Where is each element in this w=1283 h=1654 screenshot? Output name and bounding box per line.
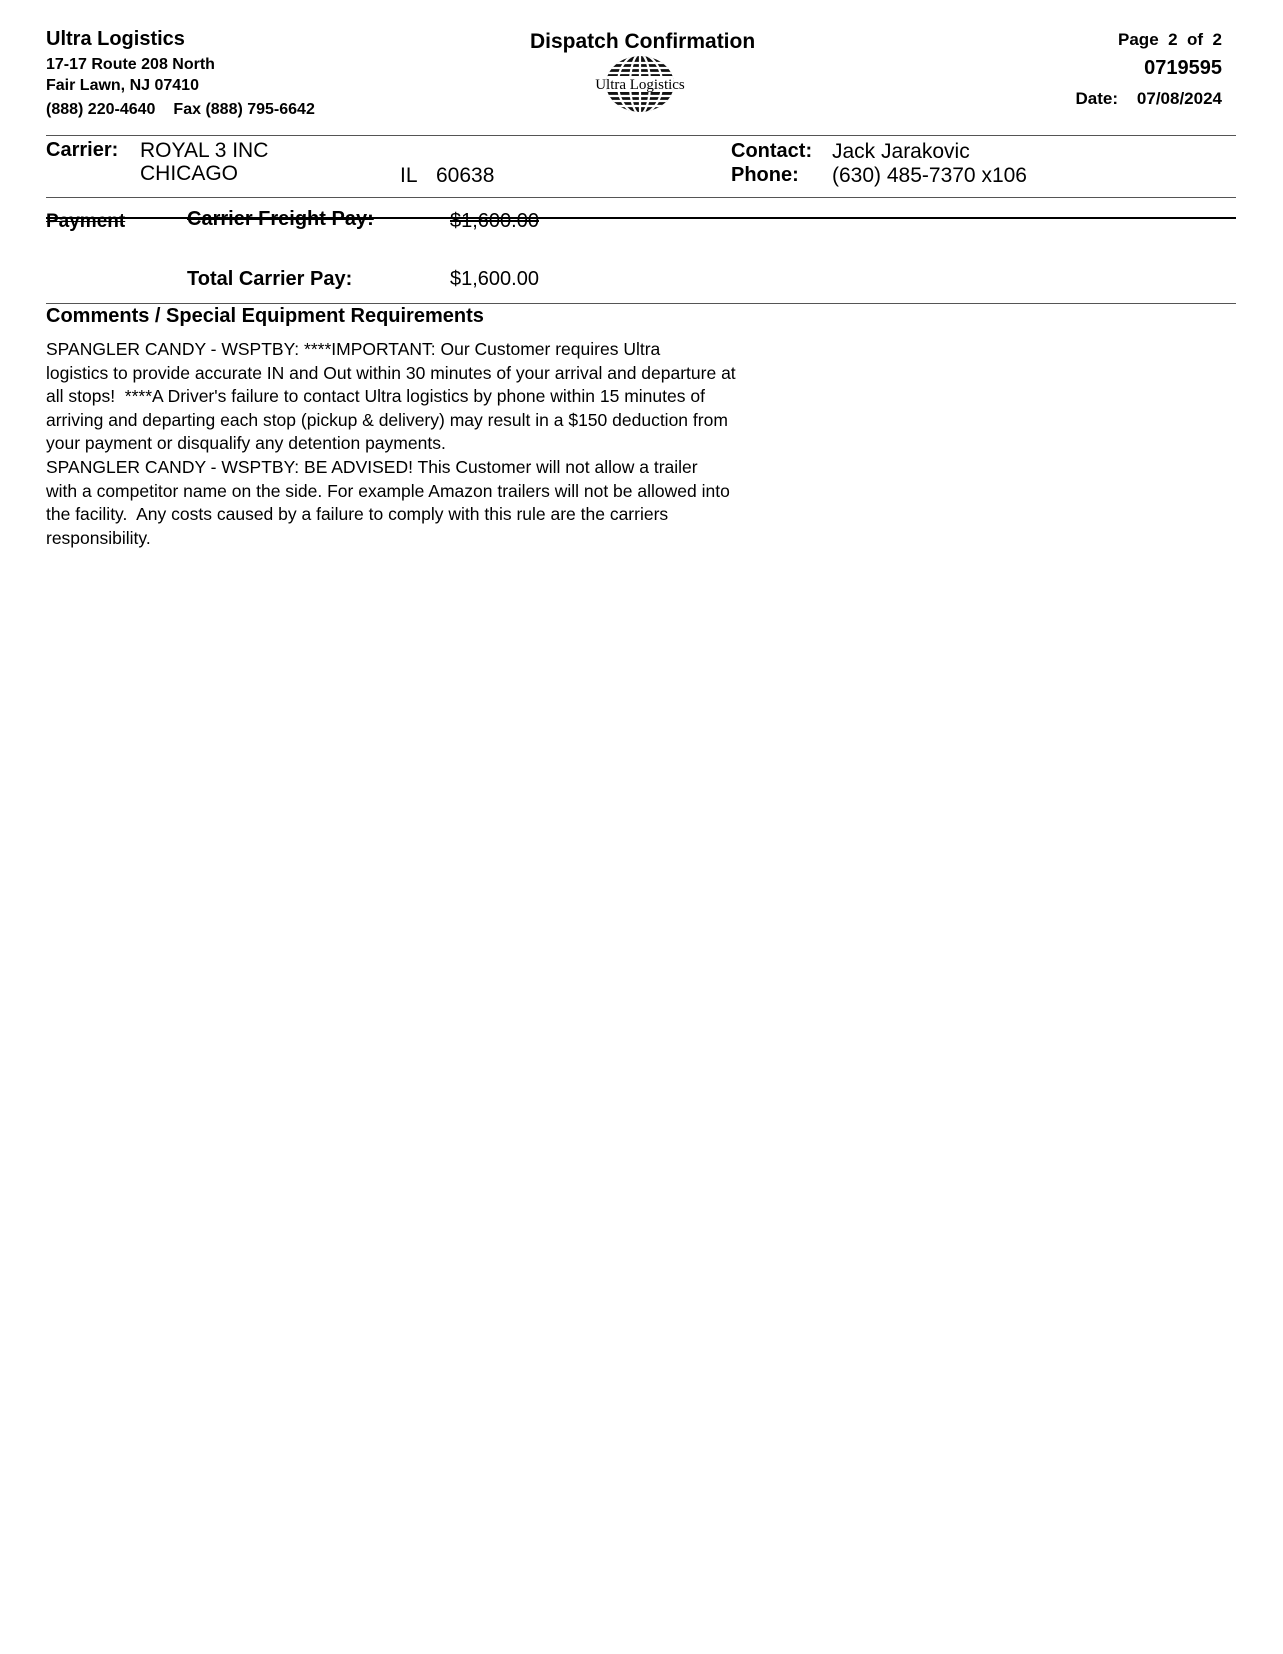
carrier-zip: 60638 <box>436 164 495 187</box>
date-line <box>1075 89 1222 109</box>
carrier-name: ROYAL 3 INC <box>140 139 269 162</box>
date-value: 07/08/2024 <box>1136 89 1222 108</box>
contact-label: Contact: <box>731 140 813 162</box>
carrier-city: CHICAGO <box>140 162 239 185</box>
carrier-freight-pay-label: Carrier Freight Pay: <box>187 208 374 230</box>
company-fax: Fax (888) 795-6642 <box>173 101 315 118</box>
page-indicator <box>1118 30 1222 50</box>
payment-strike-line <box>46 217 1236 219</box>
total-carrier-pay-label: Total Carrier Pay: <box>187 268 353 290</box>
phone-value: (630) 485-7370 x106 <box>832 164 1027 187</box>
logo-text: Ultra Logistics <box>595 77 685 93</box>
page-current: 2 <box>1168 30 1178 49</box>
company-phone-line <box>46 101 315 119</box>
contact-name: Jack Jarakovic <box>832 140 970 163</box>
page-total: 2 <box>1212 30 1222 49</box>
globe-logo-icon <box>566 56 716 116</box>
carrier-divider <box>46 197 1236 198</box>
load-number: 0719595 <box>1144 57 1222 79</box>
date-label: Date: <box>1075 89 1118 108</box>
document-title: Dispatch Confirmation <box>530 30 756 53</box>
payment-divider <box>46 303 1236 304</box>
carrier-freight-pay-value: $1,600.00 <box>450 210 539 232</box>
carrier-label: Carrier: <box>46 139 119 161</box>
page-label: Page <box>1118 30 1159 49</box>
phone-label: Phone: <box>731 164 799 186</box>
company-logo <box>566 56 716 116</box>
total-carrier-pay-value: $1,600.00 <box>450 268 539 290</box>
header-divider <box>46 135 1236 136</box>
company-name: Ultra Logistics <box>46 28 185 50</box>
page-of-label: of <box>1187 30 1204 49</box>
company-address-line2: Fair Lawn, NJ 07410 <box>46 77 199 94</box>
comments-heading: Comments / Special Equipment Requirements <box>46 305 484 327</box>
carrier-state: IL <box>400 164 418 187</box>
payment-section-label: Payment <box>46 211 126 232</box>
company-address-line1: 17-17 Route 208 North <box>46 56 215 73</box>
company-phone: (888) 220-4640 <box>46 101 156 118</box>
comments-text: SPANGLER CANDY - WSPTBY: ****IMPORTANT: Our Customer requires Ultra logistics to provide accurate IN and Out within 30 minutes of your arrival and departure at all stops! ****A Driver's failure to contact Ultra logistics by phone within 15 minutes of arriving and departing each stop (pickup & delivery) may result in a $150 deduction from your payment or disqualify any detention payments. SPANGLER CANDY - WSPTBY: BE ADVISED! This Customer will not allow a trailer with a competitor name on the side. For example Amazon trailers will not be allowed into the facility. Any costs caused by a failure to comply with this rule are the carriers responsibility. <box>46 339 736 548</box>
